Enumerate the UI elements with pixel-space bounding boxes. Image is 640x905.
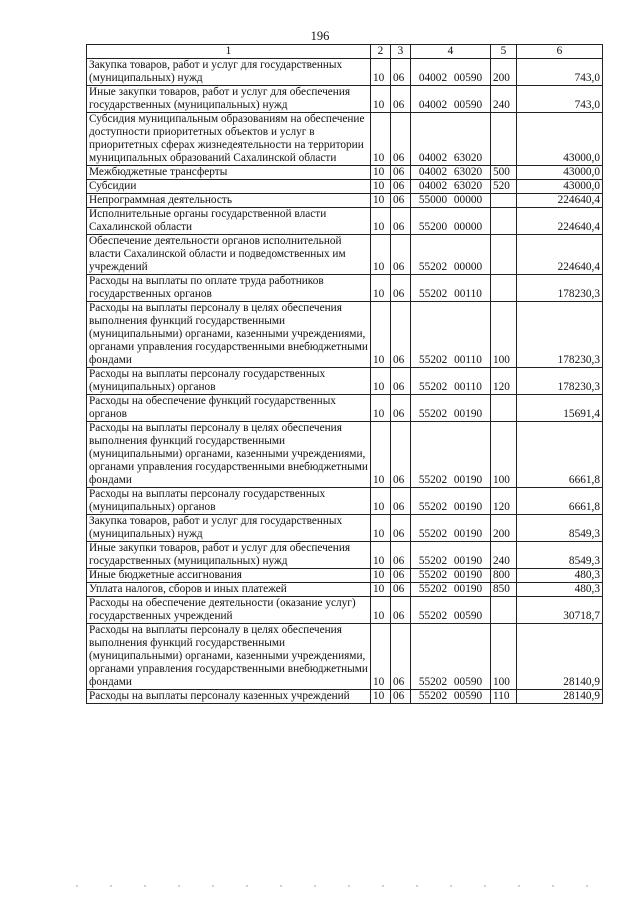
row-kind: 200 xyxy=(491,515,517,542)
row-section: 10 xyxy=(371,113,391,166)
row-section: 10 xyxy=(371,59,391,86)
row-target: 55202 00190 xyxy=(411,542,491,569)
row-target: 04002 63020 xyxy=(411,166,491,180)
table-row xyxy=(87,368,603,395)
row-kind xyxy=(491,194,517,208)
row-kind: 240 xyxy=(491,542,517,569)
row-kind: 100 xyxy=(491,422,517,488)
row-amount: 480,3 xyxy=(517,583,603,597)
row-name: Иные закупки товаров, работ и услуг для обеспечения государственных (муниципальных) нужд xyxy=(87,542,371,569)
row-amount: 30718,7 xyxy=(517,597,603,624)
table-row xyxy=(87,59,603,86)
row-kind xyxy=(491,275,517,302)
row-kind: 100 xyxy=(491,624,517,690)
row-subsection: 06 xyxy=(391,180,411,194)
row-subsection: 06 xyxy=(391,194,411,208)
row-name: Расходы на обеспечение деятельности (оказание услуг) государственных учреждений xyxy=(87,597,371,624)
row-subsection: 06 xyxy=(391,166,411,180)
row-subsection: 06 xyxy=(391,488,411,515)
row-name: Расходы на выплаты персоналу казенных учреждений xyxy=(87,690,371,704)
row-target: 55202 00590 xyxy=(411,624,491,690)
row-subsection: 06 xyxy=(391,86,411,113)
row-kind xyxy=(491,597,517,624)
row-subsection: 06 xyxy=(391,395,411,422)
row-amount: 6661,8 xyxy=(517,488,603,515)
table-row xyxy=(87,597,603,624)
row-section: 10 xyxy=(371,395,391,422)
row-kind: 110 xyxy=(491,690,517,704)
row-section: 10 xyxy=(371,542,391,569)
table-row xyxy=(87,275,603,302)
row-subsection: 06 xyxy=(391,583,411,597)
page-number: 196 xyxy=(310,29,330,43)
row-target: 55202 00190 xyxy=(411,422,491,488)
row-section: 10 xyxy=(371,624,391,690)
row-section: 10 xyxy=(371,597,391,624)
row-name: Межбюджетные трансферты xyxy=(87,166,371,180)
row-amount: 480,3 xyxy=(517,569,603,583)
row-target: 55202 00190 xyxy=(411,583,491,597)
table-row xyxy=(87,515,603,542)
row-name: Расходы на выплаты персоналу государственных (муниципальных) органов xyxy=(87,488,371,515)
row-amount: 178230,3 xyxy=(517,368,603,395)
row-name: Расходы на выплаты персоналу государственных (муниципальных) органов xyxy=(87,368,371,395)
row-subsection: 06 xyxy=(391,368,411,395)
row-name: Обеспечение деятельности органов исполнительной власти Сахалинской области и подведомственных им учреждений xyxy=(87,235,371,275)
row-target: 55202 00190 xyxy=(411,515,491,542)
row-kind: 240 xyxy=(491,86,517,113)
row-name: Непрограммная деятельность xyxy=(87,194,371,208)
row-section: 10 xyxy=(371,690,391,704)
row-section: 10 xyxy=(371,86,391,113)
row-section: 10 xyxy=(371,180,391,194)
row-target: 55202 00000 xyxy=(411,235,491,275)
row-target: 55202 00190 xyxy=(411,569,491,583)
row-name: Уплата налогов, сборов и иных платежей xyxy=(87,583,371,597)
table-row xyxy=(87,86,603,113)
row-target: 55202 00110 xyxy=(411,368,491,395)
row-target: 55202 00590 xyxy=(411,597,491,624)
row-amount: 43000,0 xyxy=(517,180,603,194)
row-kind: 500 xyxy=(491,166,517,180)
row-kind: 800 xyxy=(491,569,517,583)
row-target: 04002 00590 xyxy=(411,59,491,86)
row-subsection: 06 xyxy=(391,597,411,624)
row-subsection: 06 xyxy=(391,302,411,368)
column-header-subsection: 3 xyxy=(391,45,411,59)
row-target: 04002 00590 xyxy=(411,86,491,113)
row-kind xyxy=(491,208,517,235)
row-subsection: 06 xyxy=(391,422,411,488)
row-amount: 224640,4 xyxy=(517,235,603,275)
row-section: 10 xyxy=(371,194,391,208)
row-section: 10 xyxy=(371,422,391,488)
row-kind xyxy=(491,235,517,275)
row-name: Расходы на выплаты персоналу в целях обеспечения выполнения функций государственными (муниципальными) органами, казенными учреждениями, органами управления государственными внебюджетными фондами xyxy=(87,422,371,488)
row-section: 10 xyxy=(371,275,391,302)
column-header-amount: 6 xyxy=(517,45,603,59)
row-amount: 224640,4 xyxy=(517,208,603,235)
row-name: Расходы на выплаты по оплате труда работников государственных органов xyxy=(87,275,371,302)
row-target: 55202 00590 xyxy=(411,690,491,704)
row-amount: 28140,9 xyxy=(517,624,603,690)
row-section: 10 xyxy=(371,368,391,395)
table-row xyxy=(87,569,603,583)
row-amount: 6661,8 xyxy=(517,422,603,488)
row-kind: 120 xyxy=(491,368,517,395)
table-row xyxy=(87,690,603,704)
table-row xyxy=(87,166,603,180)
row-amount: 224640,4 xyxy=(517,194,603,208)
column-header-target: 4 xyxy=(411,45,491,59)
row-amount: 8549,3 xyxy=(517,542,603,569)
row-amount: 28140,9 xyxy=(517,690,603,704)
row-target: 55200 00000 xyxy=(411,208,491,235)
row-amount: 15691,4 xyxy=(517,395,603,422)
row-subsection: 06 xyxy=(391,113,411,166)
row-subsection: 06 xyxy=(391,690,411,704)
row-target: 55202 00110 xyxy=(411,275,491,302)
row-subsection: 06 xyxy=(391,275,411,302)
row-amount: 743,0 xyxy=(517,86,603,113)
table-row xyxy=(87,235,603,275)
row-subsection: 06 xyxy=(391,624,411,690)
row-target: 55000 00000 xyxy=(411,194,491,208)
row-name: Расходы на обеспечение функций государственных органов xyxy=(87,395,371,422)
row-name: Субсидия муниципальным образованиям на обеспечение доступности приоритетных объектов и услуг в приоритетных сферах жизнедеятельности на территории муниципальных образований Сахалинской области xyxy=(87,113,371,166)
row-kind xyxy=(491,395,517,422)
row-kind: 120 xyxy=(491,488,517,515)
column-header-row xyxy=(87,45,603,59)
column-header-name: 1 xyxy=(87,45,371,59)
table-row xyxy=(87,542,603,569)
row-name: Расходы на выплаты персоналу в целях обеспечения выполнения функций государственными (муниципальными) органами, казенными учреждениями, органами управления государственными внебюджетными фондами xyxy=(87,302,371,368)
row-amount: 8549,3 xyxy=(517,515,603,542)
row-name: Расходы на выплаты персоналу в целях обеспечения выполнения функций государственными (муниципальными) органами, казенными учреждениями, органами управления государственными внебюджетными фондами xyxy=(87,624,371,690)
row-name: Субсидии xyxy=(87,180,371,194)
table-row xyxy=(87,208,603,235)
table-row xyxy=(87,422,603,488)
row-amount: 43000,0 xyxy=(517,113,603,166)
row-section: 10 xyxy=(371,235,391,275)
table-row xyxy=(87,624,603,690)
row-amount: 178230,3 xyxy=(517,302,603,368)
row-amount: 43000,0 xyxy=(517,166,603,180)
table-row xyxy=(87,113,603,166)
row-target: 55202 00110 xyxy=(411,302,491,368)
row-name: Исполнительные органы государственной власти Сахалинской области xyxy=(87,208,371,235)
row-amount: 178230,3 xyxy=(517,275,603,302)
row-section: 10 xyxy=(371,515,391,542)
row-section: 10 xyxy=(371,583,391,597)
row-name: Закупка товаров, работ и услуг для государственных (муниципальных) нужд xyxy=(87,515,371,542)
row-name: Закупка товаров, работ и услуг для государственных (муниципальных) нужд xyxy=(87,59,371,86)
row-subsection: 06 xyxy=(391,542,411,569)
row-section: 10 xyxy=(371,166,391,180)
table-row xyxy=(87,395,603,422)
table-row xyxy=(87,194,603,208)
table-row xyxy=(87,302,603,368)
row-section: 10 xyxy=(371,488,391,515)
row-section: 10 xyxy=(371,569,391,583)
row-subsection: 06 xyxy=(391,208,411,235)
row-amount: 743,0 xyxy=(517,59,603,86)
column-header-kind: 5 xyxy=(491,45,517,59)
row-name: Иные бюджетные ассигнования xyxy=(87,569,371,583)
row-section: 10 xyxy=(371,302,391,368)
scan-artifact-dots xyxy=(60,884,600,888)
row-name: Иные закупки товаров, работ и услуг для обеспечения государственных (муниципальных) нужд xyxy=(87,86,371,113)
row-kind xyxy=(491,113,517,166)
row-target: 55202 00190 xyxy=(411,395,491,422)
row-target: 04002 63020 xyxy=(411,113,491,166)
row-subsection: 06 xyxy=(391,235,411,275)
row-subsection: 06 xyxy=(391,569,411,583)
row-subsection: 06 xyxy=(391,515,411,542)
row-kind: 850 xyxy=(491,583,517,597)
row-target: 04002 63020 xyxy=(411,180,491,194)
row-kind: 520 xyxy=(491,180,517,194)
row-kind: 100 xyxy=(491,302,517,368)
row-section: 10 xyxy=(371,208,391,235)
budget-table xyxy=(86,44,603,704)
table-row xyxy=(87,488,603,515)
row-subsection: 06 xyxy=(391,59,411,86)
row-target: 55202 00190 xyxy=(411,488,491,515)
table-row xyxy=(87,583,603,597)
row-kind: 200 xyxy=(491,59,517,86)
column-header-section: 2 xyxy=(371,45,391,59)
table-row xyxy=(87,180,603,194)
